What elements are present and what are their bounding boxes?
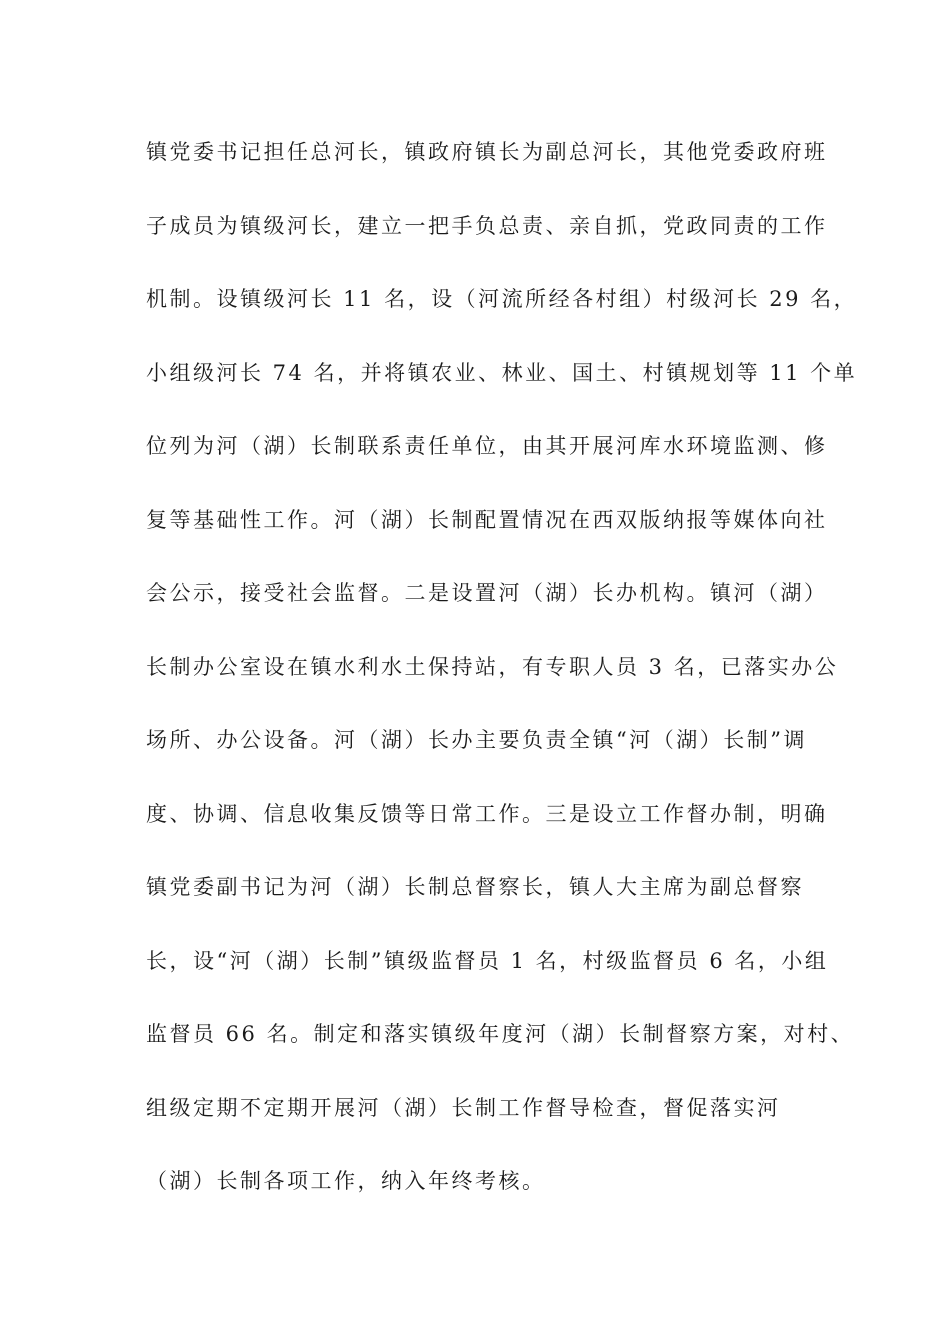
text-line: 子成员为镇级河长，建立一把手负总责、亲自抓，党政同责的工作 <box>146 213 828 238</box>
text-line: 度、协调、信息收集反馈等日常工作。三是设立工作督办制，明确 <box>146 801 828 826</box>
text-line: 小组级河长 74 名，并将镇农业、林业、国土、村镇规划等 11 个单 <box>146 360 858 385</box>
text-line: 监督员 66 名。制定和落实镇级年度河（湖）长制督察方案，对村、 <box>146 1022 855 1046</box>
text-line: 组级定期不定期开展河（湖）长制工作督导检查，督促落实河 <box>146 1095 781 1120</box>
text-line: 镇党委书记担任总河长，镇政府镇长为副总河长，其他党委政府班 <box>146 140 828 164</box>
text-line: 长制办公室设在镇水利水土保持站，有专职人员 3 名，已落实办公 <box>146 654 839 679</box>
text-line: 长，设“河（湖）长制”镇级监督员 1 名，村级监督员 6 名，小组 <box>146 948 829 973</box>
text-line: 场所、办公设备。河（湖）长办主要负责全镇“河（湖）长制”调 <box>146 728 807 752</box>
body-paragraph <box>146 128 858 1231</box>
text-line: 镇党委副书记为河（湖）长制总督察长，镇人大主席为副总督察 <box>146 875 804 899</box>
text-line: （湖）长制各项工作，纳入年终考核。 <box>146 1169 546 1193</box>
text-line: 会公示，接受社会监督。二是设置河（湖）长办机构。镇河（湖） <box>146 581 828 605</box>
text-line: 复等基础性工作。河（湖）长制配置情况在西双版纳报等媒体向社 <box>146 507 828 532</box>
text-line: 位列为河（湖）长制联系责任单位，由其开展河库水环境监测、修 <box>146 434 828 458</box>
text-line: 机制。设镇级河长 11 名，设（河流所经各村组）村级河长 29 名， <box>146 287 858 311</box>
